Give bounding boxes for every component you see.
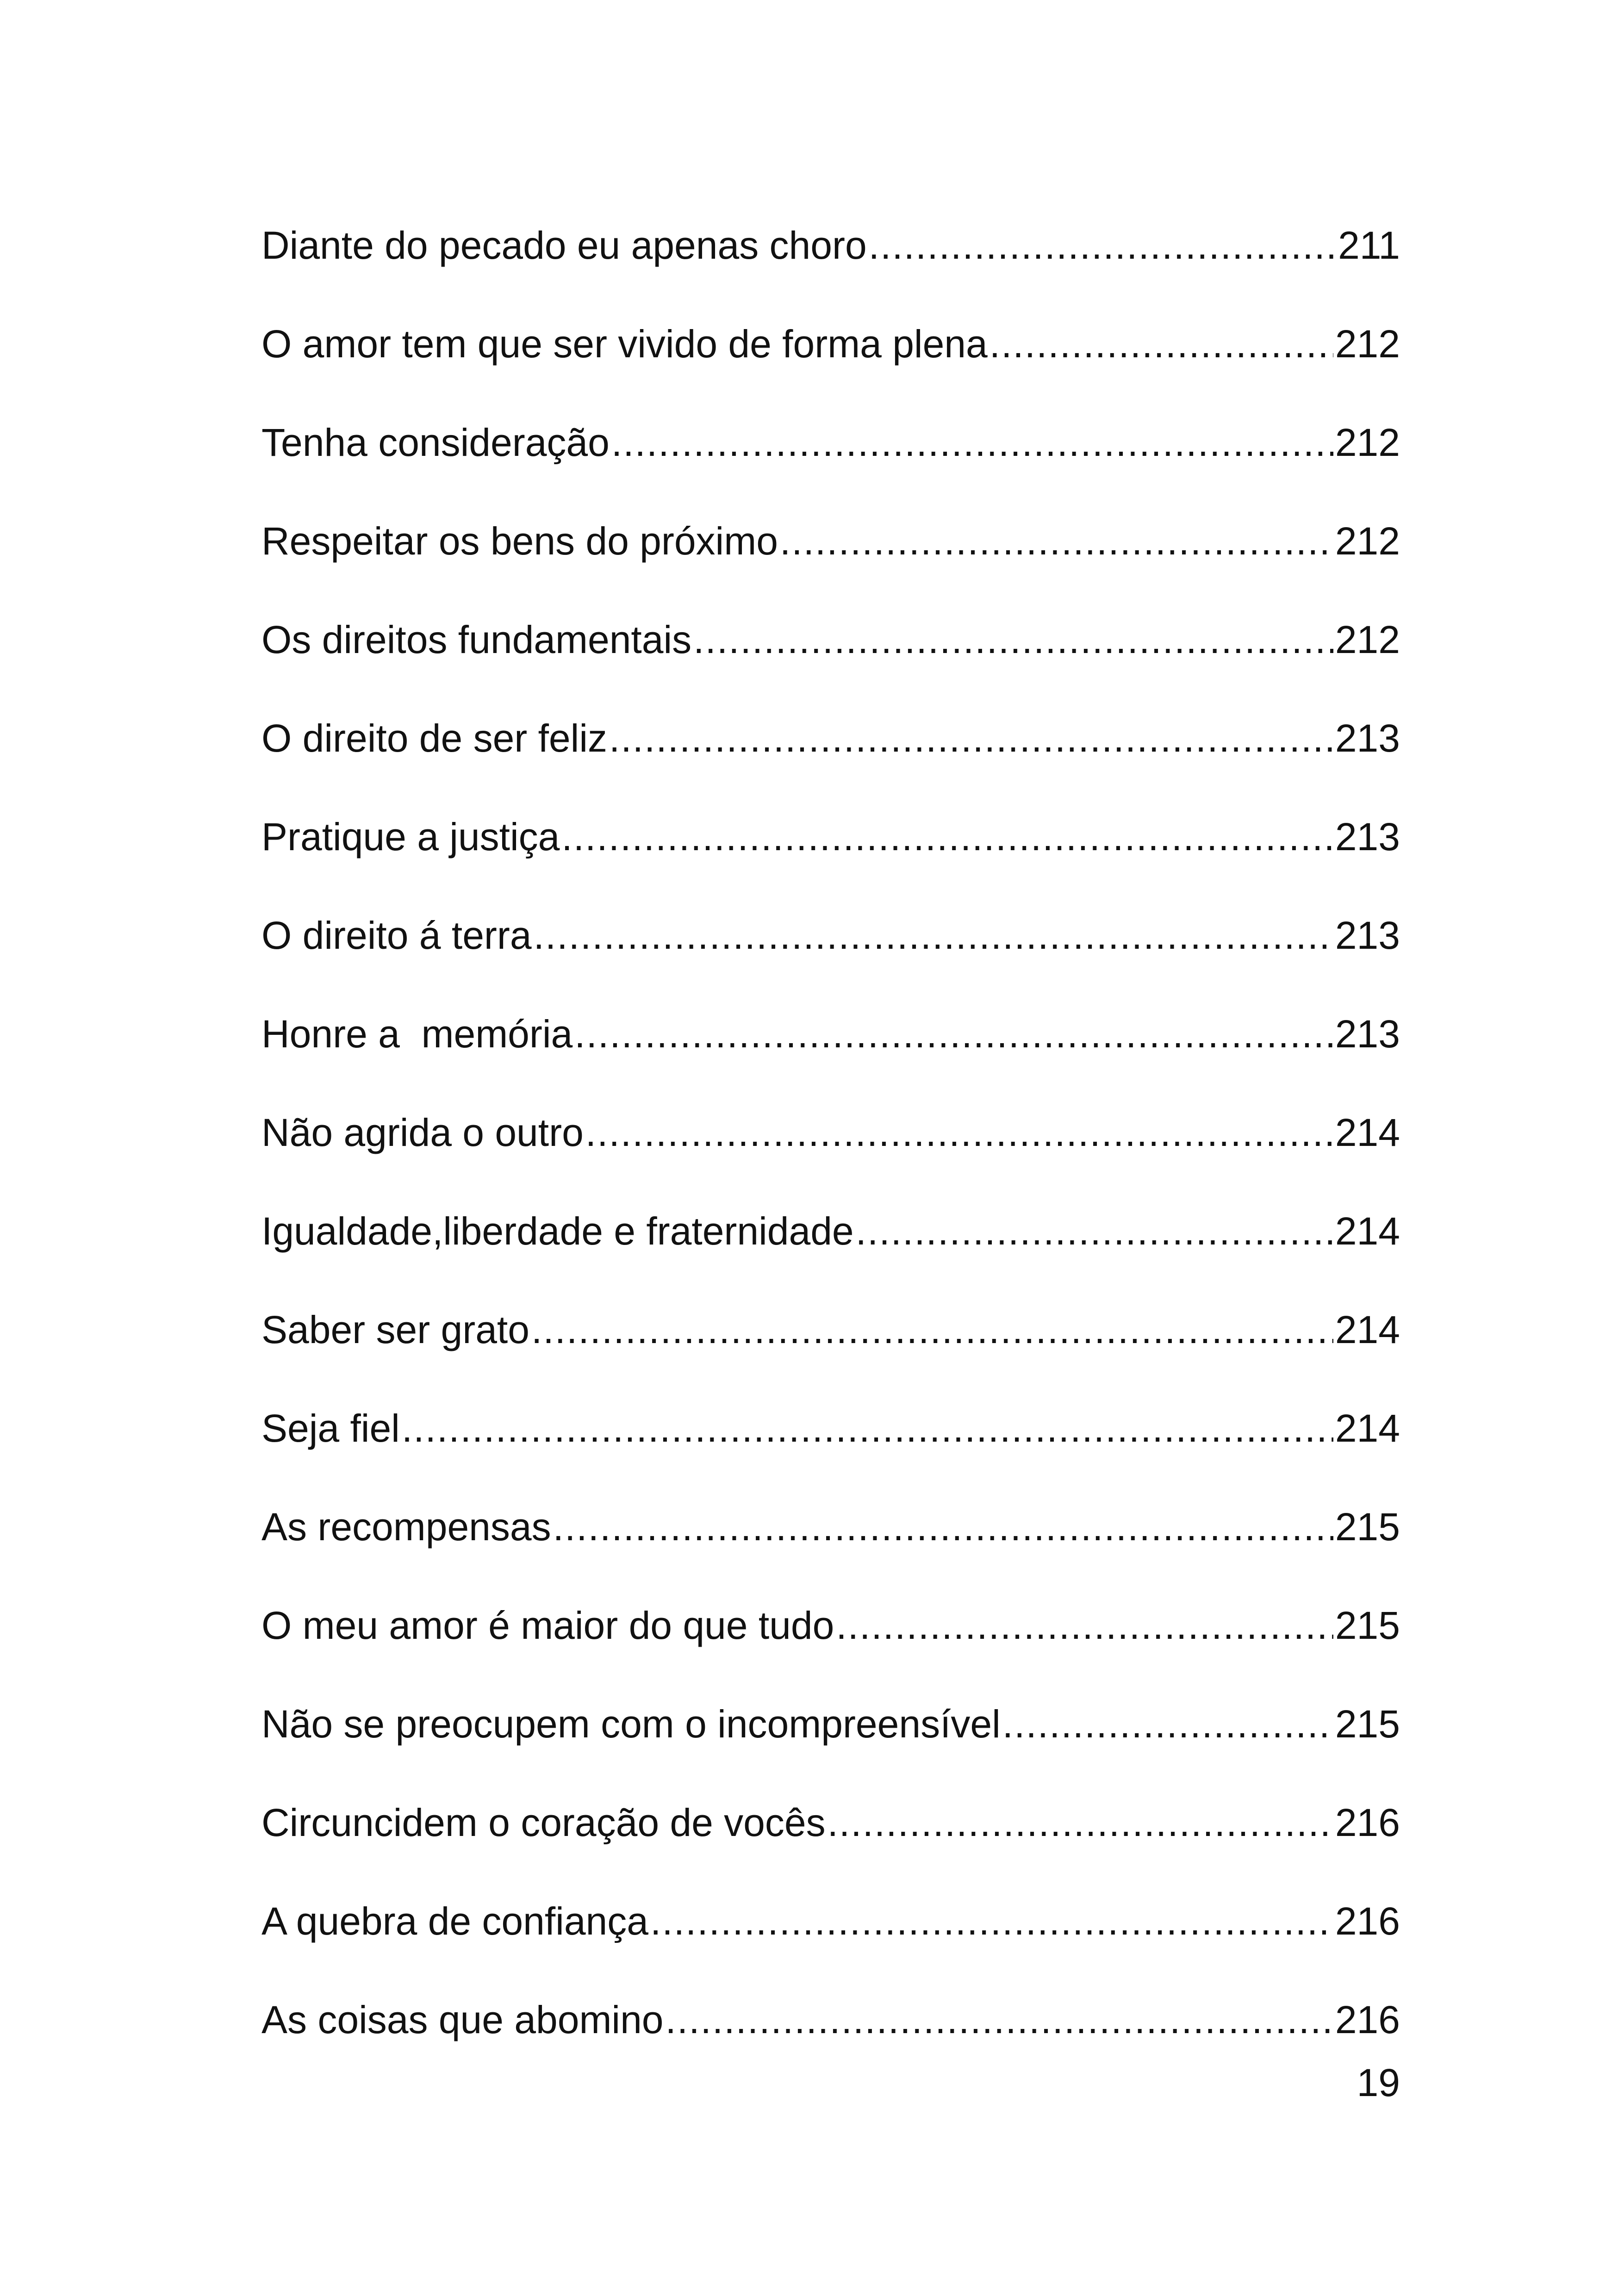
toc-dot-leader: [402, 1396, 1333, 1461]
toc-entry-title: Circuncidem o coração de vocês: [261, 1801, 826, 1844]
toc-entry-title: O direito de ser feliz: [261, 716, 607, 760]
toc-entry: [261, 1297, 1400, 1396]
toc-dot-leader: [1002, 1692, 1333, 1756]
toc-entry: [261, 1199, 1400, 1297]
toc-dot-leader: [666, 1987, 1333, 2052]
toc-entry: [261, 1494, 1400, 1593]
toc-entry-page: 211: [1338, 224, 1400, 267]
toc-entry-page: 212: [1335, 618, 1400, 661]
toc-entry-page: 216: [1335, 1998, 1400, 2041]
toc-dot-leader: [531, 1297, 1333, 1362]
toc-entry-title: O amor tem que ser vivido de forma plena: [261, 322, 988, 366]
toc-entry-title: O direito á terra: [261, 914, 532, 957]
toc-entry-title: Honre a memória: [261, 1012, 573, 1056]
toc-entry-page: 216: [1335, 1801, 1400, 1844]
toc-entry-page: 212: [1335, 519, 1400, 563]
toc-dot-leader: [869, 213, 1336, 278]
toc-entry-page: 213: [1335, 1012, 1400, 1056]
toc-dot-leader: [585, 1100, 1333, 1165]
toc-entry: [261, 1396, 1400, 1494]
toc-entry: [261, 804, 1400, 903]
toc-dot-leader: [650, 1889, 1333, 1954]
toc-entry-title: O meu amor é maior do que tudo: [261, 1604, 834, 1647]
toc-entry-page: 212: [1335, 421, 1400, 464]
toc-dot-leader: [780, 509, 1333, 573]
toc-entry: [261, 1987, 1400, 2086]
toc-entry-page: 213: [1335, 716, 1400, 760]
toc-entry: [261, 213, 1400, 311]
toc-entry: [261, 1790, 1400, 1889]
toc-entry-title: A quebra de confiança: [261, 1899, 648, 1943]
toc-entry: [261, 903, 1400, 1002]
toc-entry-page: 215: [1335, 1604, 1400, 1647]
toc-entry-title: As recompensas: [261, 1505, 551, 1549]
toc-entry: [261, 1889, 1400, 1987]
toc-dot-leader: [611, 410, 1333, 475]
toc-entry-title: Respeitar os bens do próximo: [261, 519, 778, 563]
toc-entry-title: Seja fiel: [261, 1406, 400, 1450]
toc-entry: [261, 509, 1400, 607]
toc-entry: [261, 607, 1400, 706]
toc-entry-title: As coisas que abomino: [261, 1998, 664, 2041]
toc-entry-page: 214: [1335, 1111, 1400, 1154]
table-of-contents: [261, 213, 1400, 2086]
toc-entry-title: Não agrida o outro: [261, 1111, 584, 1154]
toc-entry-page: 214: [1335, 1308, 1400, 1351]
page-number: 19: [1357, 2061, 1400, 2104]
toc-dot-leader: [693, 607, 1333, 672]
toc-dot-leader: [856, 1199, 1333, 1263]
toc-entry-page: 214: [1335, 1406, 1400, 1450]
toc-entry: [261, 1100, 1400, 1199]
toc-dot-leader: [561, 804, 1333, 869]
toc-entry-page: 213: [1335, 815, 1400, 859]
toc-dot-leader: [553, 1494, 1333, 1559]
toc-entry-title: Os direitos fundamentais: [261, 618, 692, 661]
toc-entry-title: Igualdade,liberdade e fraternidade: [261, 1209, 854, 1253]
toc-dot-leader: [574, 1002, 1333, 1066]
toc-entry: [261, 1692, 1400, 1790]
toc-entry-page: 213: [1335, 914, 1400, 957]
toc-dot-leader: [534, 903, 1333, 968]
toc-dot-leader: [609, 706, 1333, 771]
toc-dot-leader: [836, 1593, 1333, 1658]
toc-entry-title: Diante do pecado eu apenas choro: [261, 224, 867, 267]
toc-entry-page: 215: [1335, 1702, 1400, 1746]
toc-dot-leader: [828, 1790, 1333, 1855]
toc-entry: [261, 410, 1400, 509]
toc-entry-title: Pratique a justiça: [261, 815, 560, 859]
toc-dot-leader: [989, 311, 1333, 376]
toc-entry-title: Não se preocupem com o incompreensível: [261, 1702, 1001, 1746]
toc-entry: [261, 1593, 1400, 1692]
toc-entry-page: 212: [1335, 322, 1400, 366]
toc-entry-page: 215: [1335, 1505, 1400, 1549]
toc-entry: [261, 1002, 1400, 1100]
toc-entry-page: 214: [1335, 1209, 1400, 1253]
toc-entry-title: Saber ser grato: [261, 1308, 529, 1351]
toc-entry: [261, 311, 1400, 410]
toc-entry: [261, 706, 1400, 804]
toc-entry-page: 216: [1335, 1899, 1400, 1943]
toc-entry-title: Tenha consideração: [261, 421, 610, 464]
